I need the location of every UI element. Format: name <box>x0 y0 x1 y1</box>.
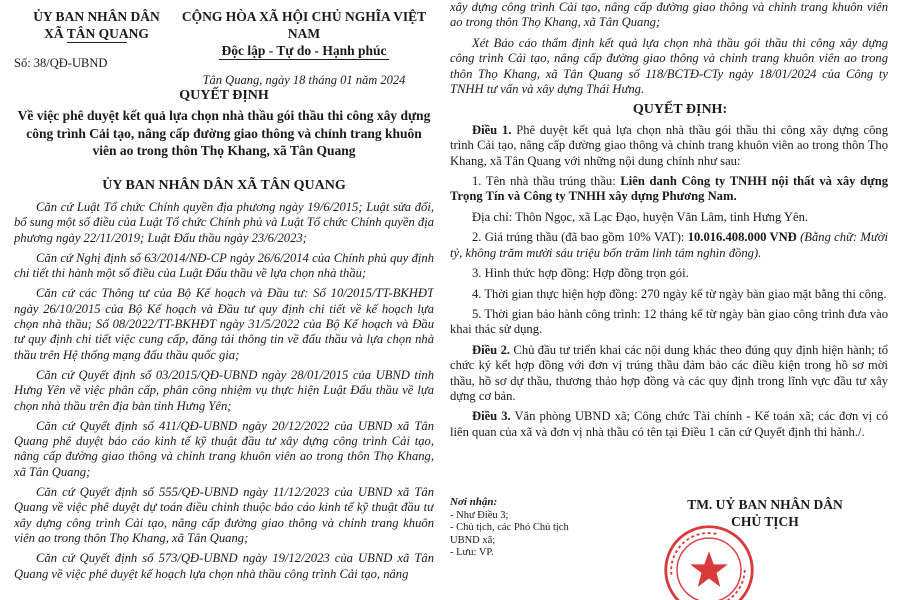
article-3-text: Văn phòng UBND xã; Công chức Tài chính - Kế toán xã; các đơn vị có liên quan của xã và đơn vị nhà thầu có tên tại Điều 1 căn cứ Quyết định thi hành./. <box>450 409 888 439</box>
contractor-name: Liên danh Công ty TNHH nội thất và xây dựng Trọng Tín và Công ty TNHH xây dựng Phương Nam. <box>450 174 888 204</box>
document-subject: Về việc phê duyệt kết quả lựa chọn nhà thầu gói thầu thi công xây dựng công trình Cải tạo, nâng cấp đường giao thông và chỉnh trang khuôn viên ao trong thôn Thọ Khang, xã Tân Quang <box>17 108 431 158</box>
item-contractor-label: 1. Tên nhà thầu trúng thầu: <box>472 174 621 189</box>
recipients-title: Nơi nhận: <box>450 496 498 508</box>
recipient-item: - Như Điều 3; <box>450 509 509 521</box>
decision-heading: QUYẾT ĐỊNH: <box>632 102 728 118</box>
legal-basis-item: Căn cứ Quyết định số 411/QĐ-UBND ngày 20/12/2022 của UBND xã Tân Quang phê duyệt báo cáo kinh tế kỹ thuật đầu tư xây dựng công trình Cải tạo, nâng cấp đường giao thông và chỉnh trang khuôn viên ao trong thôn Thọ Khang, xã Tân Quang; <box>14 418 434 479</box>
article-2-text: Chủ đầu tư triển khai các nội dung khác theo đúng quy định hiện hành; tổ chức ký kết hợp đồng với đơn vị trúng thầu đảm bảo các điều kiện trong hồ sơ mời thầu, hồ sơ dự thầu, thương thảo hợp đồng và các quy định trong lĩnh vực đầu tư xây dựng cơ bản. <box>450 342 888 403</box>
document-title: QUYẾT ĐỊNH <box>179 88 269 103</box>
signature-line-1: TM. UỶ BAN NHÂN DÂN <box>687 497 843 512</box>
item-warranty: 5. Thời gian bảo hành công trình: 12 tháng kể từ ngày bàn giao công trình đưa vào khai thác sử dụng. <box>450 306 888 337</box>
issuer-heading: ỦY BAN NHÂN DÂN XÃ TÂN QUANG <box>102 178 346 193</box>
recipient-item: - Chủ tịch, các Phó Chủ tịch <box>450 522 569 533</box>
national-motto: Độc lập - Tự do - Hạnh phúc <box>221 43 387 58</box>
seal-star <box>690 551 728 587</box>
article-3-label: Điều 3. <box>472 409 511 424</box>
article-2-label: Điều 2. <box>472 342 511 357</box>
price-in-words: (Bằng chữ: Mười tỷ, không trăm mười sáu triệu bốn trăm linh tám nghìn đồng). <box>450 230 888 260</box>
legal-basis-item: Căn cứ Quyết định số 573/QĐ-UBND ngày 19/12/2023 của UBND xã Tân Quang về việc phê duyệt kế hoạch lựa chọn nhà thầu công trình Cải tạo, nâng <box>14 551 434 581</box>
org-line-1: ỦY BAN NHÂN DÂN <box>33 9 160 24</box>
consideration-clause: Xét Báo cáo thẩm định kết quả lựa chọn nhà thầu gói thầu thi công xây dựng công trình Cải tạo, nâng cấp đường giao thông và chỉnh trang khuôn viên ao trong thôn Thọ Khang, xã Tân Quang số 118/BCTĐ-CTy ngày 18/01/2024 của Công ty TNHH tư vấn và xây dựng Thái Hưng. <box>450 35 888 97</box>
page-right <box>450 0 888 600</box>
item-price-label: 2. Giá trúng thầu (đã bao gồm 10% VAT): <box>472 230 688 245</box>
legal-basis-continuation: xây dựng công trình Cải tạo, nâng cấp đường giao thông và chỉnh trang khuôn viên ao trong thôn Thọ Khang, xã Tân Quang; <box>450 0 888 30</box>
recipient-item: UBND xã; <box>450 534 496 546</box>
legal-basis-item: Căn cứ Luật Tổ chức Chính quyền địa phương ngày 19/6/2015; Luật sửa đổi, bổ sung một số điều của Luật Tổ chức Chính phủ và Luật Tổ chức Chính quyền địa phương ngày 22/11/2019; Luật Đấu thầu ngày 23/6/2023; <box>14 200 434 245</box>
contractor-address: Địa chỉ: Thôn Ngọc, xã Lạc Đạo, huyện Văn Lâm, tỉnh Hưng Yên. <box>472 209 809 224</box>
article-1-label: Điều 1. <box>472 122 512 137</box>
article-2 <box>450 343 888 405</box>
org-underline <box>67 42 127 43</box>
official-seal-icon <box>662 523 756 600</box>
item-contract-type: 3. Hình thức hợp đồng: Hợp đồng trọn gói. <box>472 266 689 281</box>
article-1-text: Phê duyệt kết quả lựa chọn nhà thầu gói thầu thi công xây dựng công trình Cải tạo, nâng cấp đường giao thông và chỉnh trang khuôn viên ao trong thôn Thọ Khang, xã Tân Quang với những nội dung chính như sau: <box>450 122 888 168</box>
country-name: CỘNG HÒA XÃ HỘI CHỦ NGHĨA VIỆT NAM <box>181 9 427 41</box>
legal-basis-item: Căn cứ các Thông tư của Bộ Kế hoạch và Đầu tư: Số 10/2015/TT-BKHĐT ngày 26/10/2015 của Bộ Kế hoạch và Đầu tư quy định chi tiết về kế hoạch lựa chọn nhà thầu; Số 08/2022/TT-BKHĐT ngày 31/5/2022 của Bộ Kế hoạch và Đầu tư quy định chi tiết việc cung cấp, đăng tải thông tin về đấu thầu và lựa chọn nhà thầu trên Hệ thống mạng đấu thầu quốc gia; <box>14 286 434 362</box>
article-3 <box>450 409 888 440</box>
document-number: Số: 38/QĐ-UBND <box>14 56 108 70</box>
recipient-item: - Lưu: VP. <box>450 547 494 558</box>
page-left <box>14 0 434 600</box>
document-date: Tân Quang, ngày 18 tháng 01 năm 2024 <box>202 73 406 87</box>
signature-line-2: CHỦ TỊCH <box>731 514 799 529</box>
article-1 <box>450 123 888 169</box>
item-price <box>450 230 888 261</box>
legal-basis <box>14 200 434 587</box>
legal-basis-item: Căn cứ Quyết định số 555/QĐ-UBND ngày 11/12/2023 của UBND xã Tân Quang về việc phê duyệt dự toán điều chỉnh thuộc báo cáo kinh tế kỹ thuật đầu tư xây dựng công trình Cải tạo, nâng cấp đường giao thông và chỉnh trang khuôn viên ao trong thôn Thọ Khang, xã Tân Quang; <box>14 485 434 545</box>
decision-body <box>450 0 888 445</box>
issuing-organization <box>14 8 179 72</box>
recipients-block <box>450 496 600 560</box>
item-contractor <box>450 174 888 205</box>
national-title <box>174 8 434 89</box>
motto-underline <box>219 59 389 60</box>
document-header <box>14 8 434 87</box>
item-duration: 4. Thời gian thực hiện hợp đồng: 270 ngày kể từ ngày bàn giao mặt bằng thi công. <box>472 286 887 301</box>
winning-price: 10.016.408.000 VNĐ <box>687 230 797 245</box>
org-line-2: XÃ TÂN QUANG <box>44 26 149 41</box>
legal-basis-item: Căn cứ Nghị định số 63/2014/NĐ-CP ngày 26/6/2014 của Chính phủ quy định chi tiết thi hành một số điều của Luật Đấu thầu về lựa chọn nhà thầu; <box>14 250 434 281</box>
legal-basis-item: Căn cứ Quyết định số 03/2015/QĐ-UBND ngày 28/01/2015 của UBND tỉnh Hưng Yên về việc phân cấp, phân công nhiệm vụ thực hiện Luật Đấu thầu về lựa chọn nhà thầu trên địa bàn tỉnh Hưng Yên; <box>14 367 434 413</box>
